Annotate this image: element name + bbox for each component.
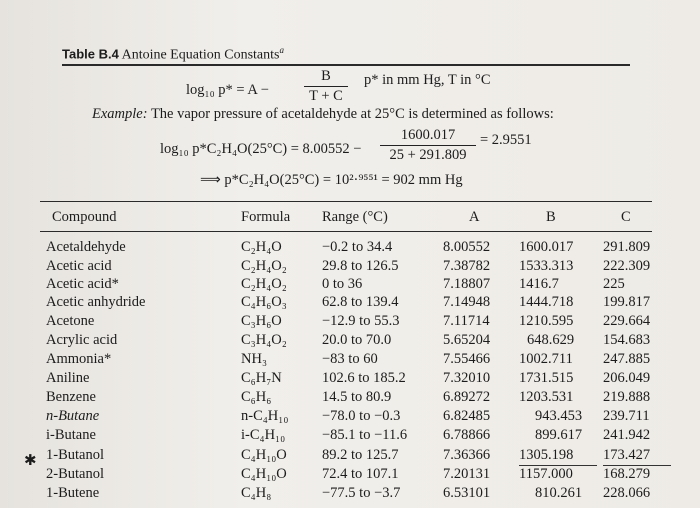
cell-a: 6.82485: [443, 408, 491, 424]
cell-range: −12.9 to 55.3: [322, 313, 400, 329]
cell-range: 72.4 to 107.1: [322, 466, 399, 482]
cell-range: −0.2 to 34.4: [322, 239, 393, 255]
cell-formula: C₆H₆: [241, 389, 272, 405]
cell-a: 7.55466: [443, 351, 491, 367]
cell-b: 1210.595: [519, 313, 574, 329]
table-title: Antoine Equation Constants: [121, 47, 280, 63]
cell-c: 206.049: [603, 370, 651, 386]
cell-c: 247.885: [603, 351, 651, 367]
cell-formula: C₂H₄O₂: [241, 258, 287, 274]
cell-compound: Acetic acid: [46, 258, 112, 274]
cell-range: 29.8 to 126.5: [322, 258, 399, 274]
cell-compound: Aniline: [46, 370, 90, 386]
handwritten-underline: [603, 465, 671, 466]
cell-b: 943.453: [535, 408, 583, 424]
cell-b: 1305.198: [519, 447, 574, 463]
cell-formula: C₄H₁₀O: [241, 466, 287, 482]
cell-formula: C₂H₄O₂: [241, 276, 287, 292]
equation-fraction: [304, 68, 348, 105]
table-row: [0, 294, 700, 313]
cell-c: 241.942: [603, 427, 651, 443]
table-row: [0, 447, 700, 466]
cell-b: 1416.7: [519, 276, 559, 292]
cell-b: 1731.515: [519, 370, 574, 386]
equation-numerator: B: [321, 68, 331, 84]
cell-b: 1002.711: [519, 351, 573, 367]
cell-b: 1203.531: [519, 389, 574, 405]
cell-a: 6.53101: [443, 485, 491, 501]
cell-compound: Acrylic acid: [46, 332, 118, 348]
table-row: [0, 370, 700, 389]
header-compound: Compound: [52, 209, 117, 225]
example-text: The vapor pressure of acetaldehyde at 25°C is determined as follows:: [150, 106, 554, 122]
cell-range: −83 to 60: [322, 351, 378, 367]
table-row: [0, 332, 700, 351]
cell-c: 225: [603, 276, 625, 292]
cell-range: 0 to 36: [322, 276, 363, 292]
cell-range: 14.5 to 80.9: [322, 389, 392, 405]
cell-formula: C₄H₁₀O: [241, 447, 287, 463]
cell-formula: n-C₄H₁₀: [241, 408, 289, 424]
cell-compound: 1-Butanol: [46, 447, 104, 463]
table-top-rule: [40, 201, 652, 202]
cell-formula: i-C₄H₁₀: [241, 427, 286, 443]
table-row: [0, 276, 700, 295]
cell-c: 173.427: [603, 447, 651, 463]
cell-compound: i-Butane: [46, 427, 96, 443]
cell-range: 102.6 to 185.2: [322, 370, 406, 386]
cell-b: 899.617: [535, 427, 583, 443]
example-numerator: 1600.017: [400, 127, 456, 143]
cell-a: 7.38782: [443, 258, 491, 274]
cell-c: 199.817: [603, 294, 651, 310]
handwritten-star-icon: ✱: [24, 451, 37, 469]
equation-denominator: T + C: [309, 88, 343, 105]
table-label: Table B.4: [62, 46, 119, 62]
cell-range: −77.5 to −3.7: [322, 485, 401, 501]
cell-compound: 1-Butene: [46, 485, 100, 501]
cell-compound: Acetone: [46, 313, 95, 329]
cell-formula: NH₃: [241, 351, 267, 367]
cell-b: 1600.017: [519, 239, 574, 255]
cell-c: 168.279: [603, 466, 651, 482]
header-c: C: [621, 209, 631, 225]
cell-c: 154.683: [603, 332, 651, 348]
cell-c: 239.711: [603, 408, 650, 424]
handwritten-underline: [519, 465, 597, 466]
table-row: [0, 485, 700, 504]
example-line1-lhs: log₁₀ p*C₂H₄O(25°C) = 8.00552 −: [160, 141, 362, 157]
cell-formula: C₃H₄O₂: [241, 332, 287, 348]
header-formula: Formula: [241, 209, 291, 225]
cell-formula: C₃H₆O: [241, 313, 282, 329]
cell-a: 7.14948: [443, 294, 491, 310]
cell-a: 7.36366: [443, 447, 491, 463]
header-b: B: [546, 209, 556, 225]
example-label: Example:: [92, 106, 148, 122]
cell-formula: C₂H₄O: [241, 239, 282, 255]
cell-compound: Acetic acid*: [46, 276, 119, 292]
equation-lhs: log₁₀ p* = A −: [186, 82, 269, 98]
table-row: [0, 351, 700, 370]
header-range: Range (°C): [322, 209, 388, 225]
example-sentence: [92, 106, 554, 123]
cell-a: 7.18807: [443, 276, 491, 292]
example-line2: ⟹ p*C₂H₄O(25°C) = 10²·⁹⁵⁵¹ = 902 mm Hg: [200, 172, 463, 188]
cell-b: 1157.000: [519, 466, 573, 482]
cell-c: 291.809: [603, 239, 651, 255]
cell-range: 62.8 to 139.4: [322, 294, 399, 310]
cell-range: −85.1 to −11.6: [322, 427, 408, 443]
cell-formula: C₄H₆O₃: [241, 294, 287, 310]
table-row: [0, 408, 700, 427]
table-row: [0, 466, 700, 485]
table-row: [0, 313, 700, 332]
table-row: [0, 389, 700, 408]
example-line1-result: = 2.9551: [480, 132, 532, 148]
cell-range: 89.2 to 125.7: [322, 447, 399, 463]
cell-c: 222.309: [603, 258, 651, 274]
cell-compound: 2-Butanol: [46, 466, 104, 482]
example-denominator: 25 + 291.809: [389, 147, 467, 164]
cell-compound: Ammonia*: [46, 351, 112, 367]
cell-b: 1444.718: [519, 294, 574, 310]
table-row: [0, 239, 700, 258]
equation-units: p* in mm Hg, T in °C: [364, 72, 491, 88]
cell-formula: C₆H₇N: [241, 370, 282, 386]
cell-range: −78.0 to −0.3: [322, 408, 401, 424]
example-fraction: [380, 127, 476, 164]
table-row: [0, 427, 700, 446]
example-fraction-bar: [380, 145, 476, 146]
cell-a: 6.78866: [443, 427, 491, 443]
cell-b: 810.261: [535, 485, 583, 501]
cell-compound: n-Butane: [46, 408, 100, 424]
table-row: [0, 258, 700, 277]
cell-c: 229.664: [603, 313, 651, 329]
cell-compound: Acetaldehyde: [46, 239, 126, 255]
cell-b: 648.629: [527, 332, 575, 348]
fraction-bar: [304, 86, 348, 87]
cell-c: 219.888: [603, 389, 651, 405]
cell-compound: Acetic anhydride: [46, 294, 146, 310]
header-rule: [40, 231, 652, 232]
cell-a: 5.65204: [443, 332, 491, 348]
cell-a: 8.00552: [443, 239, 491, 255]
cell-compound: Benzene: [46, 389, 96, 405]
cell-a: 6.89272: [443, 389, 491, 405]
cell-a: 7.11714: [443, 313, 490, 329]
cell-range: 20.0 to 70.0: [322, 332, 392, 348]
top-rule: [62, 64, 630, 66]
table-caption: [62, 45, 284, 64]
cell-formula: C₄H₈: [241, 485, 272, 501]
footnote-mark: a: [279, 45, 284, 55]
cell-a: 7.20131: [443, 466, 491, 482]
cell-c: 228.066: [603, 485, 651, 501]
header-a: A: [469, 209, 480, 225]
cell-b: 1533.313: [519, 258, 574, 274]
cell-a: 7.32010: [443, 370, 491, 386]
